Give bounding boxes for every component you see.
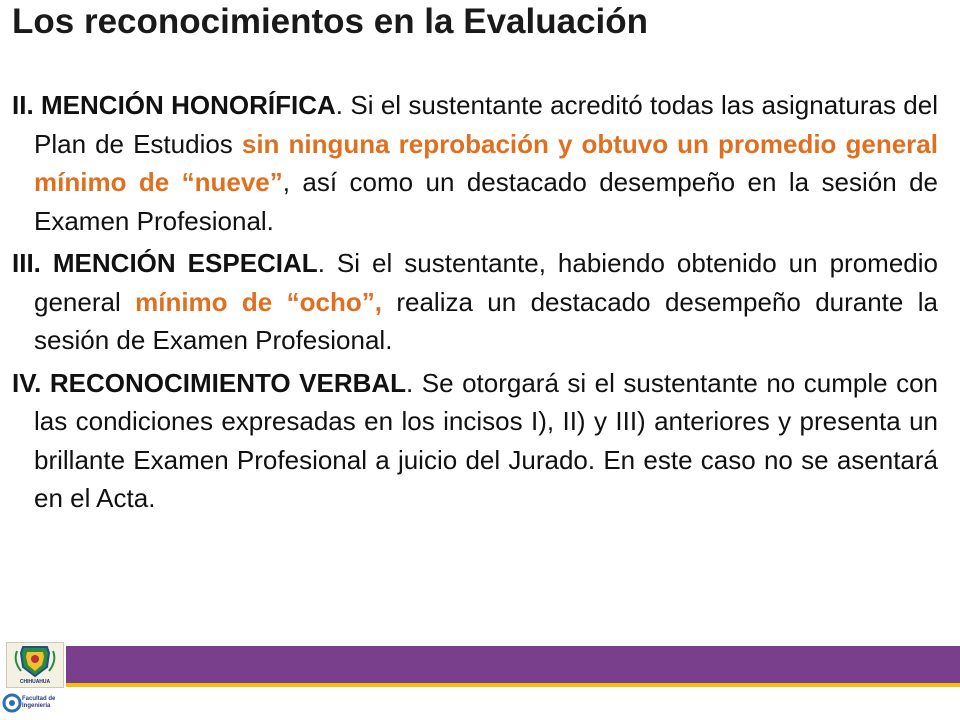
paragraph-lead: III. MENCIÓN ESPECIAL — [12, 248, 318, 278]
fi-line-1: Facultad de — [22, 696, 56, 702]
paragraph-lead: II. MENCIÓN HONORÍFICA — [12, 90, 336, 120]
paragraph-lead: IV. RECONOCIMIENTO VERBAL — [12, 367, 407, 398]
slide-body — [12, 86, 938, 522]
facultad-ingenieria-text — [22, 696, 68, 710]
paragraph-highlight: mínimo de “ocho”, — [135, 286, 382, 317]
paragraph-text: , así como un destacado desempeño en la sesión de Examen Profesional. — [34, 167, 938, 236]
paragraph-highlight: sin ninguna reprobación y obtuvo un promedio general mínimo de “nueve” — [34, 128, 938, 197]
paragraph-text: . Se otorgará si el sustentante no cumple con las condiciones expresadas en los incisos I), II) y III) anteriores y presenta un brillante Examen Profesional a juicio del Jurado. En este caso no se asentará en el Acta. — [34, 367, 938, 513]
facultad-ingenieria-logo — [2, 688, 68, 718]
paragraph-reconocimiento-verbal — [12, 364, 938, 518]
paragraph-mencion-honorifica — [12, 86, 938, 240]
slide-title: Los reconocimientos en la Evaluación — [12, 2, 649, 41]
paragraph-text: . Si el sustentante, habiendo obtenido un promedio general — [34, 248, 938, 317]
paragraph-text: . Si el sustentante acreditó todas las asignaturas del Plan de Estudios — [34, 90, 938, 159]
uach-shield-icon — [7, 643, 63, 679]
paragraph-mencion-especial — [12, 244, 938, 360]
paragraph-text: realiza un destacado desempeño durante la sesión de Examen Profesional. — [34, 286, 938, 355]
footer-band — [66, 646, 960, 683]
footer-accent-line — [66, 683, 960, 687]
fi-line-2: Ingeniería — [22, 703, 51, 709]
ingenieria-emblem-icon — [2, 690, 22, 716]
uach-logo — [6, 642, 64, 688]
uach-logo-caption: CHIHUAHUA — [19, 679, 51, 685]
